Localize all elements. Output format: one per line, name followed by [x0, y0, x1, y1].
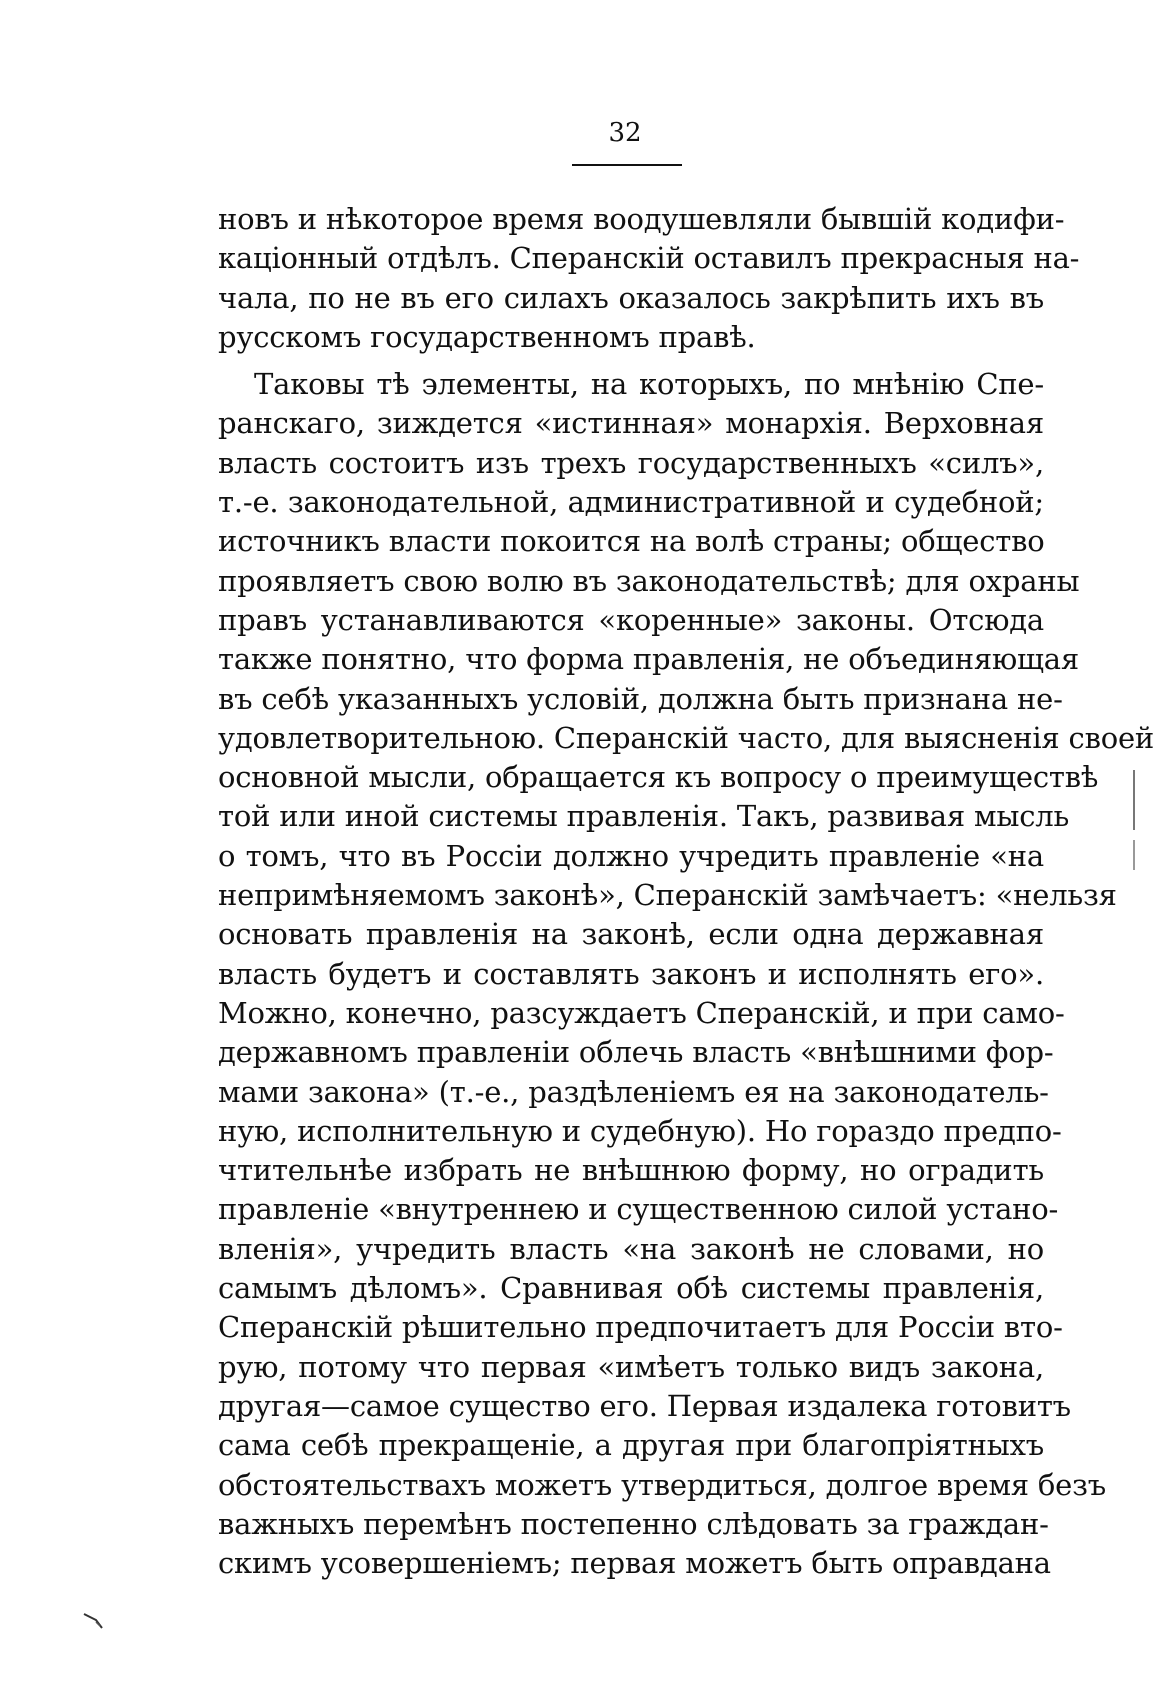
- page-number-rule: [572, 164, 682, 166]
- text-line: основной мысли, обращается къ вопросу о преимуществѣ: [218, 760, 1099, 795]
- text-line: обстоятельствахъ можетъ утвердиться, долгое время безъ: [218, 1467, 1107, 1502]
- text-line: о томъ, что въ Россіи должно учредить правленіе «на: [218, 838, 1044, 873]
- text-line: той или иной системы правленія. Такъ, развивая мысль: [218, 799, 1070, 834]
- text-line: въ себѣ указанныхъ условій, должна быть признана не-: [218, 681, 1063, 716]
- text-line: правъ устанавливаются «коренные» законы. Отсюда: [218, 602, 1044, 637]
- text-line: ранскаго, зиждется «истинная» монархія. Верховная: [218, 406, 1044, 441]
- text-line: сама себѣ прекращеніе, а другая при благопріятныхъ: [218, 1428, 1044, 1463]
- text-line: ную, исполнительную и судебную). Но гораздо предпо-: [218, 1113, 1062, 1148]
- text-line: Сперанскій рѣшительно предпочитаетъ для Россіи вто-: [218, 1310, 1063, 1345]
- text-line: другая—самое существо его. Первая издалека готовитъ: [218, 1388, 1071, 1423]
- text-line: каціонный отдѣлъ. Сперанскій оставилъ прекрасныя на-: [218, 241, 1080, 276]
- scan-edge-mark: [1133, 840, 1135, 870]
- text-line: правленіе «внутреннею и существенною силой устано-: [218, 1192, 1059, 1227]
- text-line: т.-е. законодательной, административной и судебной;: [218, 485, 1044, 520]
- text-line: державномъ правленіи облечь власть «внѣшними фор-: [218, 1035, 1054, 1070]
- text-line: чала, по не въ его силахъ оказалось закрѣпить ихъ въ: [218, 280, 1044, 315]
- text-line: чтительнѣе избрать не внѣшнюю форму, но оградить: [218, 1153, 1044, 1188]
- text-line: важныхъ перемѣнъ постепенно слѣдовать за граждан-: [218, 1506, 1049, 1541]
- text-line: непримѣняемомъ законѣ», Сперанскій замѣчаетъ: «нельзя: [218, 878, 1117, 913]
- scan-edge-mark: [1133, 770, 1135, 830]
- text-line: Таковы тѣ элементы, на которыхъ, по мнѣнію Спе-: [254, 367, 1044, 402]
- body-text: [218, 200, 1154, 1583]
- page-number: 32: [608, 118, 642, 148]
- text-line: мами закона» (т.-е., раздѣленіемъ ея на законодатель-: [218, 1074, 1049, 1109]
- text-line: Можно, конечно, разсуждаетъ Сперанскій, и при само-: [218, 995, 1065, 1030]
- text-line: русскомъ государственномъ правѣ.: [218, 319, 756, 354]
- text-line: власть состоитъ изъ трехъ государственныхъ «силъ»,: [218, 445, 1044, 480]
- text-line: основать правленія на законѣ, если одна державная: [218, 917, 1044, 952]
- text-line: рую, потому что первая «имѣетъ только видъ закона,: [218, 1349, 1044, 1384]
- scan-corner-mark-icon: [82, 1610, 122, 1634]
- text-line: власть будетъ и составлять законъ и исполнять его».: [218, 956, 1044, 991]
- text-line: удовлетворительною. Сперанскій часто, для выясненія своей: [218, 720, 1154, 755]
- text-line: самымъ дѣломъ». Сравнивая обѣ системы правленія,: [218, 1271, 1044, 1306]
- text-line: источникъ власти покоится на волѣ страны; общество: [218, 524, 1045, 559]
- text-line: скимъ усовершеніемъ; первая можетъ быть оправдана: [218, 1546, 1051, 1581]
- text-line: новъ и нѣкоторое время воодушевляли бывшій кодифи-: [218, 202, 1065, 236]
- text-line: также понятно, что форма правленія, не объединяющая: [218, 642, 1079, 677]
- text-line: вленія», учредить власть «на законѣ не словами, но: [218, 1231, 1044, 1266]
- text-line: проявляетъ свою волю въ законодательствѣ; для охраны: [218, 563, 1080, 598]
